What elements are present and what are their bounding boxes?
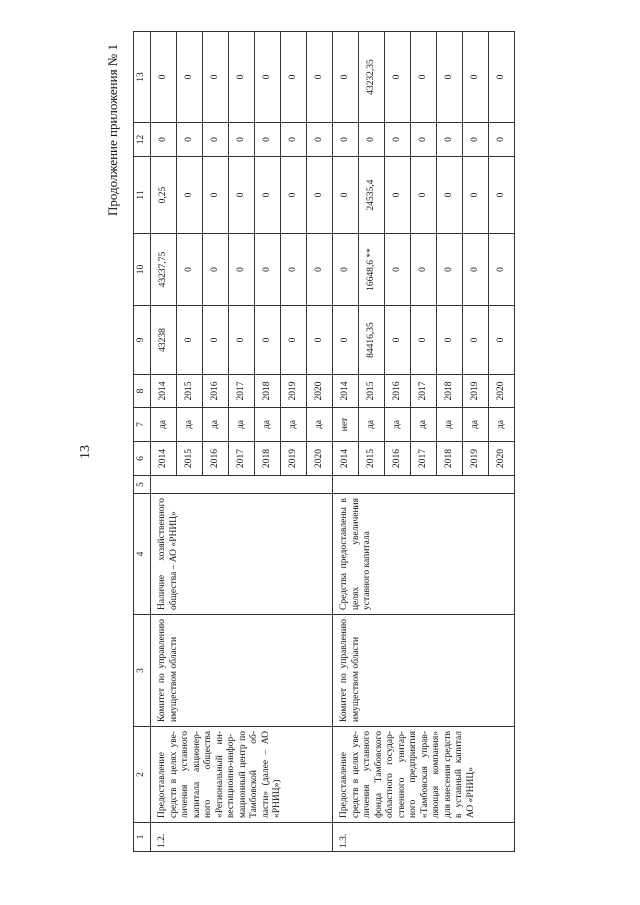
value-cell: 0 [411, 157, 437, 234]
header-cell: 10 [134, 234, 151, 306]
value-cell: 0 [489, 32, 515, 123]
year-cell: 2018 [437, 442, 463, 476]
flag-cell: да [307, 408, 333, 442]
flag-cell: да [177, 408, 203, 442]
value-cell: 0 [463, 157, 489, 234]
header-cell: 7 [134, 408, 151, 442]
flag-cell: да [489, 408, 515, 442]
value-cell: 43237,75 [151, 234, 177, 306]
flag-cell: да [385, 408, 411, 442]
value-cell: 0 [385, 32, 411, 123]
value-cell: 0 [385, 157, 411, 234]
value-cell: 0 [229, 234, 255, 306]
year2-cell: 2017 [411, 375, 437, 408]
year-cell: 2014 [151, 442, 177, 476]
header-cell: 4 [134, 494, 151, 615]
executor-name: Комитет по управлению имуществом области [333, 615, 515, 727]
value-cell: 0 [437, 306, 463, 375]
value-cell: 0 [281, 32, 307, 123]
flag-cell: да [359, 408, 385, 442]
value-cell: 0 [437, 234, 463, 306]
year2-cell: 2015 [359, 375, 385, 408]
value-cell: 0 [489, 123, 515, 157]
value-cell: 84416,35 [359, 306, 385, 375]
value-cell: 0 [255, 306, 281, 375]
value-cell: 0 [229, 123, 255, 157]
year-cell: 2017 [229, 442, 255, 476]
header-cell: 12 [134, 123, 151, 157]
col5-cell [333, 476, 515, 494]
value-cell: 0 [177, 234, 203, 306]
value-cell: 0 [203, 234, 229, 306]
appendix-caption: Продолжение приложения № 1 [105, 44, 120, 216]
year-cell: 2015 [177, 442, 203, 476]
value-cell: 0 [177, 32, 203, 123]
header-cell: 8 [134, 375, 151, 408]
flag-cell: да [411, 408, 437, 442]
header-row [134, 32, 151, 852]
year-cell: 2016 [203, 442, 229, 476]
year-cell: 2019 [281, 442, 307, 476]
value-cell: 0 [489, 306, 515, 375]
year2-cell: 2016 [203, 375, 229, 408]
year-cell: 2016 [385, 442, 411, 476]
value-cell: 43238 [151, 306, 177, 375]
year-cell: 2020 [307, 442, 333, 476]
header-cell: 9 [134, 306, 151, 375]
table-row [151, 32, 177, 852]
year-cell: 2020 [489, 442, 515, 476]
value-cell: 0 [177, 123, 203, 157]
value-cell: 0 [281, 234, 307, 306]
value-cell: 43232,35 [359, 32, 385, 123]
year2-cell: 2017 [229, 375, 255, 408]
value-cell: 0 [463, 32, 489, 123]
flag-cell: нет [333, 408, 359, 442]
year2-cell: 2014 [333, 375, 359, 408]
value-cell: 24535,4 [359, 157, 385, 234]
value-cell: 0 [463, 306, 489, 375]
value-cell: 0 [385, 306, 411, 375]
value-cell: 0 [489, 234, 515, 306]
value-cell: 0 [307, 157, 333, 234]
year-cell: 2018 [255, 442, 281, 476]
table-body [134, 32, 515, 852]
year2-cell: 2020 [307, 375, 333, 408]
page-number: 13 [78, 445, 93, 459]
header-cell: 3 [134, 615, 151, 727]
value-cell: 0 [255, 32, 281, 123]
year2-cell: 2016 [385, 375, 411, 408]
header-cell: 2 [134, 727, 151, 823]
flag-cell: да [463, 408, 489, 442]
value-cell: 0 [333, 157, 359, 234]
value-cell: 0 [203, 123, 229, 157]
flag-cell: да [203, 408, 229, 442]
executor-name: Комитет по управлению имуществом области [151, 615, 333, 727]
header-cell: 11 [134, 157, 151, 234]
value-cell: 0 [229, 32, 255, 123]
value-cell: 0 [229, 157, 255, 234]
value-cell: 0 [177, 157, 203, 234]
year-cell: 2017 [411, 442, 437, 476]
value-cell: 0 [255, 123, 281, 157]
row-number: 1.2. [151, 823, 333, 852]
flag-cell: да [281, 408, 307, 442]
header-cell: 1 [134, 823, 151, 852]
measure-name: Предоставление средств в целях уве- личения уставного фонда Тамбовского областного государ- ственного унитар- ного предприятия «Тамбовская управ- ляющая компания» для внесения средств в уставный капитал АО «РНИЦ» [333, 727, 515, 823]
row-number: 1.3. [333, 823, 515, 852]
value-cell: 0 [151, 32, 177, 123]
value-cell: 0 [203, 32, 229, 123]
value-cell: 0 [203, 306, 229, 375]
value-cell: 0 [463, 123, 489, 157]
value-cell: 0 [281, 306, 307, 375]
value-cell: 0,25 [151, 157, 177, 234]
year2-cell: 2019 [281, 375, 307, 408]
year-cell: 2014 [333, 442, 359, 476]
value-cell: 0 [333, 32, 359, 123]
value-cell: 0 [281, 123, 307, 157]
table-row [333, 32, 359, 852]
value-cell: 0 [359, 123, 385, 157]
value-cell: 16648,6 ** [359, 234, 385, 306]
header-cell: 5 [134, 476, 151, 494]
value-cell: 0 [385, 123, 411, 157]
measure-name: Предоставление средств в целях уве- личения уставного капитала акционер- ного общества «Региональный ин- вестиционно-инфор- мационный центр по Тамбовской об- ласти» (далее – АО «РНИЦ») [151, 727, 333, 823]
flag-cell: да [151, 408, 177, 442]
value-cell: 0 [151, 123, 177, 157]
header-cell: 6 [134, 442, 151, 476]
value-cell: 0 [411, 306, 437, 375]
value-cell: 0 [229, 306, 255, 375]
flag-cell: да [437, 408, 463, 442]
year-cell: 2019 [463, 442, 489, 476]
value-cell: 0 [307, 123, 333, 157]
value-cell: 0 [463, 234, 489, 306]
value-cell: 0 [307, 306, 333, 375]
value-cell: 0 [411, 32, 437, 123]
value-cell: 0 [333, 234, 359, 306]
value-cell: 0 [411, 234, 437, 306]
condition-text: Наличие хозяйственного общества – АО «РНИЦ» [151, 494, 333, 615]
year2-cell: 2020 [489, 375, 515, 408]
year2-cell: 2014 [151, 375, 177, 408]
value-cell: 0 [437, 157, 463, 234]
data-table [133, 31, 515, 852]
value-cell: 0 [177, 306, 203, 375]
header-cell: 13 [134, 32, 151, 123]
col5-cell [151, 476, 333, 494]
year2-cell: 2018 [255, 375, 281, 408]
value-cell: 0 [385, 234, 411, 306]
value-cell: 0 [307, 234, 333, 306]
value-cell: 0 [489, 157, 515, 234]
year2-cell: 2018 [437, 375, 463, 408]
value-cell: 0 [203, 157, 229, 234]
value-cell: 0 [255, 157, 281, 234]
year-cell: 2015 [359, 442, 385, 476]
value-cell: 0 [281, 157, 307, 234]
year2-cell: 2015 [177, 375, 203, 408]
value-cell: 0 [437, 123, 463, 157]
value-cell: 0 [333, 123, 359, 157]
value-cell: 0 [333, 306, 359, 375]
condition-text: Средства предоставлены в целях увеличения уставного капитала [333, 494, 515, 615]
year2-cell: 2019 [463, 375, 489, 408]
flag-cell: да [255, 408, 281, 442]
value-cell: 0 [307, 32, 333, 123]
value-cell: 0 [437, 32, 463, 123]
rotated-table-container [133, 32, 565, 852]
value-cell: 0 [411, 123, 437, 157]
value-cell: 0 [255, 234, 281, 306]
flag-cell: да [229, 408, 255, 442]
